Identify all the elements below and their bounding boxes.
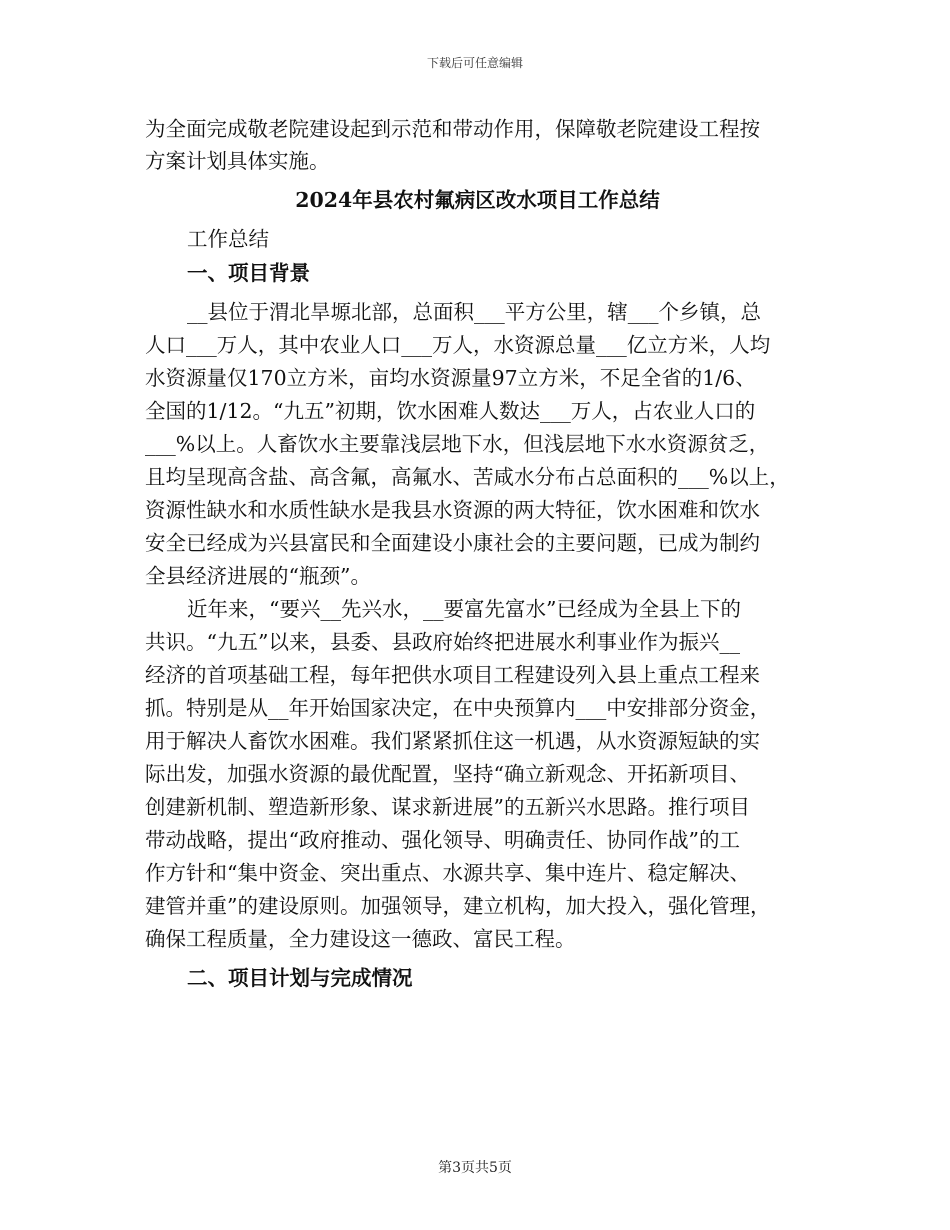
page-footer: 第3页共5页 <box>438 1160 512 1176</box>
subtitle: 工作总结 <box>187 227 269 251</box>
section-heading-2: 二、项目计划与完成情况 <box>187 966 413 990</box>
paragraph-line: 抓。特别是从__年开始国家决定，在中央预算内___中安排部分资金， <box>145 696 771 720</box>
paragraph-line: __县位于渭北旱塬北部，总面积___平方公里，辖___个乡镇，总 <box>187 300 761 324</box>
paragraph-line: 水资源量仅170立方米，亩均水资源量97立方米，不足全省的1/6、 <box>145 366 756 390</box>
paragraph-line: 共识。“九五”以来，县委、县政府始终把进展水利事业作为振兴__ <box>145 630 740 654</box>
paragraph-line: 用于解决人畜饮水困难。我们紧紧抓住这一机遇，从水资源短缺的实 <box>145 729 760 753</box>
section-heading-1: 一、项目背景 <box>187 261 310 285</box>
paragraph-line: 资源性缺水和水质性缺水是我县水资源的两大特征，饮水困难和饮水 <box>145 498 760 522</box>
paragraph-line: 带动战略，提出“政府推动、强化领导、明确责任、协同作战”的工 <box>145 828 740 852</box>
paragraph-line: 全国的1/12。“九五”初期，饮水困难人数达___万人，占农业人口的 <box>145 399 756 423</box>
paragraph-line: 安全已经成为兴县富民和全面建设小康社会的主要问题，已成为制约 <box>145 531 760 555</box>
paragraph-line: 建管并重”的建设原则。加强领导，建立机构，加大投入，强化管理， <box>145 894 771 918</box>
intro-line: 方案计划具体实施。 <box>145 149 330 173</box>
paragraph-line: 近年来，“要兴__先兴水，__要富先富水”已经成为全县上下的 <box>187 597 741 621</box>
paragraph-line: 且均呈现高含盐、高含氟，高氟水、苦咸水分布占总面积的___%以上， <box>145 465 790 489</box>
paragraph-line: ___%以上。人畜饮水主要靠浅层地下水，但浅层地下水水资源贫乏， <box>145 432 770 456</box>
paragraph-line: 全县经济进展的“瓶颈”。 <box>145 564 371 588</box>
document-title: 2024年县农村氟病区改水项目工作总结 <box>295 188 660 212</box>
paragraph-line: 人口___万人，其中农业人口___万人，水资源总量___亿立方米，人均 <box>145 333 771 357</box>
page-header: 下载后可任意编辑 <box>426 56 523 70</box>
paragraph-line: 确保工程质量，全力建设这一德政、富民工程。 <box>145 927 576 951</box>
paragraph-line: 作方针和“集中资金、突出重点、水源共享、集中连片、稳定解决、 <box>145 861 750 885</box>
intro-line: 为全面完成敬老院建设起到示范和带动作用，保障敬老院建设工程按 <box>145 117 760 141</box>
paragraph-line: 创建新机制、塑造新形象、谋求新进展”的五新兴水思路。推行项目 <box>145 795 750 819</box>
paragraph-line: 经济的首项基础工程，每年把供水项目工程建设列入县上重点工程来 <box>145 663 760 687</box>
paragraph-line: 际出发，加强水资源的最优配置，坚持“确立新观念、开拓新项目、 <box>145 762 750 786</box>
